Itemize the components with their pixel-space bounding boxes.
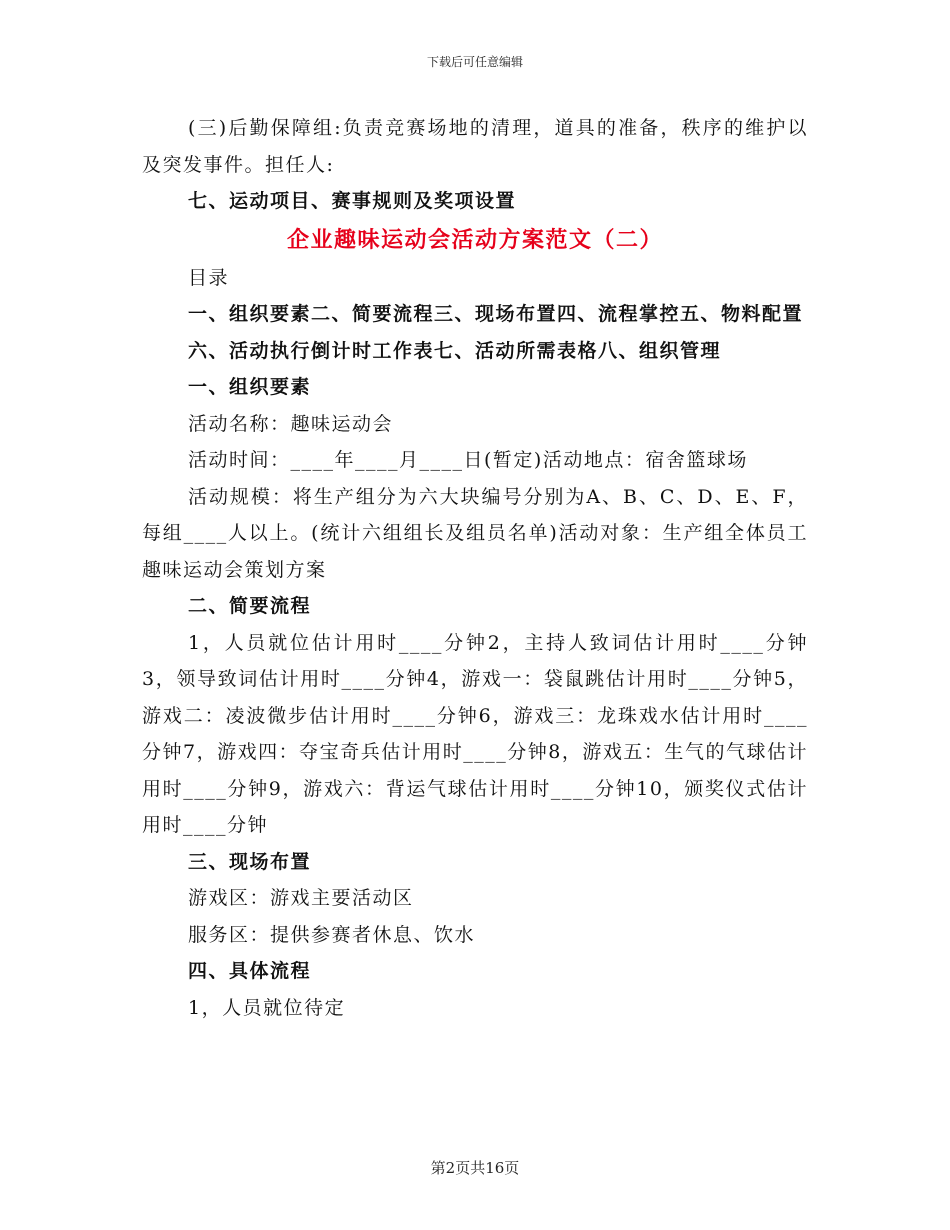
toc-line-1: 一、组织要素二、简要流程三、现场布置四、流程掌控五、物料配置: [188, 303, 804, 325]
activity-time: 活动时间：____年____月____日(暂定)活动地点：宿舍篮球场: [188, 449, 748, 471]
section-heading-4: 四、具体流程: [188, 960, 312, 982]
page-footer: 第2页共16页: [430, 1159, 520, 1177]
section-heading-7: 七、运动项目、赛事规则及奖项设置: [188, 190, 517, 212]
document-title: 企业趣味运动会活动方案范文（二）: [286, 226, 663, 253]
document-body: [142, 110, 808, 1026]
process-step-1: 1，人员就位待定: [188, 996, 346, 1019]
toc-label: 目录: [188, 266, 230, 289]
paragraph-logistics: (三)后勤保障组:负责竞赛场地的清理，道具的准备，秩序的维护以及突发事件。担任人:: [142, 117, 808, 176]
activity-name: 活动名称：趣味运动会: [188, 412, 394, 435]
toc-line-2: 六、活动执行倒计时工作表七、活动所需表格八、组织管理: [188, 339, 722, 362]
game-area: 游戏区：游戏主要活动区: [188, 887, 414, 909]
service-area: 服务区：提供参赛者休息、饮水: [188, 923, 476, 946]
section-heading-1: 一、组织要素: [188, 376, 312, 398]
page-header: 下载后可任意编辑: [426, 55, 523, 69]
section-heading-3: 三、现场布置: [188, 850, 312, 873]
section-heading-2: 二、简要流程: [188, 595, 312, 617]
activity-scale: 活动规模：将生产组分为六大块编号分别为A、B、C、D、E、F，每组____人以上。(统计六组组长及组员名单)活动对象：生产组全体员工趣味运动会策划方案: [142, 485, 808, 581]
brief-process: 1，人员就位估计用时____分钟2，主持人致词估计用时____分钟3，领导致词估计用时____分钟4，游戏一：袋鼠跳估计用时____分钟5，游戏二：凌波微步估计用时____分钟6，游戏三：龙珠戏水估计用时____分钟7，游戏四：夺宝奇兵估计用时____分钟8，游戏五：生气的气球估计用时____分钟9，游戏六：背运气球估计用时____分钟10，颁奖仪式估计用时____分钟: [142, 631, 808, 836]
